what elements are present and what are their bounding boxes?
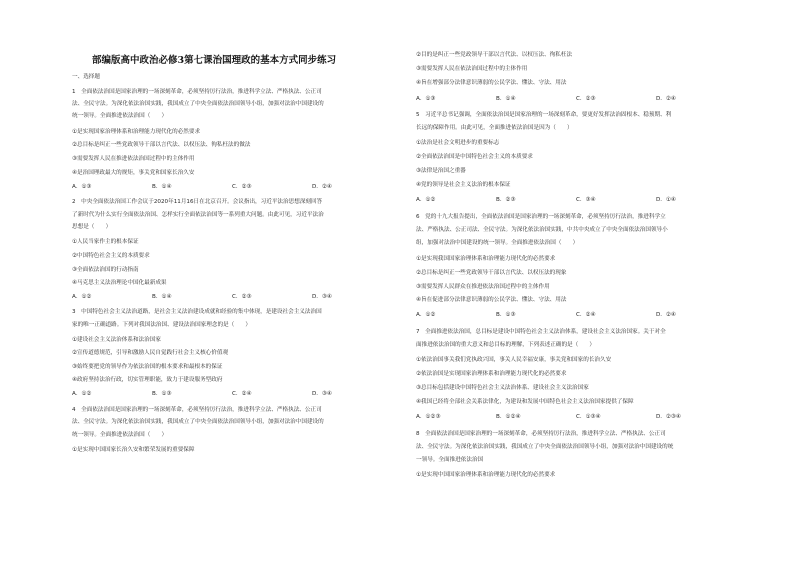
q4-stem-line: 法、全民守法。为深化依法治国实践，我国成立了中央全面依法治国领导小组，加强对法治中国建设的 <box>72 419 324 425</box>
q4-item: ③需要发挥人民在依法治国过程中的主体作用 <box>416 66 528 72</box>
q7-item: ①依法治国事关我们党执政兴国，事关人民幸福安康，事关党和国家的长治久安 <box>416 357 612 363</box>
q3-options <box>72 391 390 398</box>
option-a: A．①③ <box>416 96 436 102</box>
option-a: A．①② <box>72 391 92 397</box>
q2-options <box>72 294 390 301</box>
q5-options <box>416 197 734 204</box>
option-d: D．③④ <box>312 391 332 397</box>
option-d: D．②④ <box>656 96 676 102</box>
q2-item: ①人民当家作主的根本保证 <box>72 239 139 245</box>
q7-stem-line: 面推进依法治国的重大意义和总目标的理解，下列表述正确的是（ ） <box>416 342 596 348</box>
q4-item: ④旨在增强部分法律意识薄弱的公民学法、懂法、守法、用法 <box>416 80 567 86</box>
option-b: B．①④ <box>152 184 172 190</box>
q1-item: ③需要发挥人民在推进依法治国过程中的主体作用 <box>72 156 195 162</box>
q5-stem-line: 长远的保障作用。由此可见，全面推进依法治国是因为（ ） <box>416 125 573 131</box>
q7-options <box>416 414 734 421</box>
q4-item: ①是实现中国国家长治久安和繁荣发展的重要保障 <box>72 447 195 453</box>
q4-stem-line: 4 全面依法治国是国家治理的一场深刻革命，必须坚持厉行法治，推进科学立法、严格执法、公正司 <box>72 407 322 413</box>
q5-item: ②全面依法治国是中国特色社会主义的本质要求 <box>416 154 533 160</box>
option-c: C．③④ <box>576 197 596 203</box>
q4-item: ②目的是纠正一些党政领导干部以言代法、以权压法、徇私枉法 <box>416 52 573 58</box>
option-c: C．①③④ <box>576 414 601 420</box>
q5-stem-line: 5 习近平总书记强调，全面依法治国是国家治理的一场深刻革命，要更好发挥法治固根本、稳预期、利 <box>416 112 672 118</box>
section-heading: 一、选择题 <box>72 74 100 80</box>
q1-stem-line: 统一领导。全面推进依法治国（ ） <box>72 113 168 119</box>
option-a: A．①② <box>416 197 436 203</box>
q8-stem-line: 8 全面依法治国是国家治理的一场深刻革命，必须坚持厉行法治，推进科学立法、严格执法、公正司 <box>416 431 666 437</box>
option-a: A．①②③ <box>416 414 441 420</box>
q7-item: ③总目标包括建设中国特色社会主义法治体系、建设社会主义法治国家 <box>416 385 589 391</box>
option-c: C．②④ <box>232 391 252 397</box>
q1-options <box>72 184 390 191</box>
q5-item: ④党的领导是社会主义法治的根本保证 <box>416 182 511 188</box>
option-c: C．②③ <box>576 96 596 102</box>
q8-stem-line: 一领导。全面推进依法治国 <box>416 457 484 463</box>
q6-stem-line: 6 党的十九大报告提出，全面依法治国是国家治理的一场深刻革命，必须坚持厉行法治，推进科学立 <box>416 214 666 220</box>
option-b: B．①③ <box>152 391 172 397</box>
q3-item: ③始终要把党的领导作为依法治国的根本要求和最根本的保证 <box>72 364 223 370</box>
q2-stem-line: 2 中央全面依法治国工作会议于2020年11月16日在北京召开。会议指出，习近平法治思想深刻回答 <box>72 199 323 205</box>
option-d: D．②④ <box>312 184 332 190</box>
option-b: B．①②④ <box>496 414 521 420</box>
q3-item: ④政府坚持法治行政，切实管理职能，致力于建设服务型政府 <box>72 377 223 383</box>
q6-stem-line: 组，加强对法治中国建设的统一领导。全面推进依法治国（ ） <box>416 240 579 246</box>
option-d: D．②③④ <box>656 414 681 420</box>
q6-stem-line: 法、严格执法、公正司法、全民守法。为深化依法治国实践，中共中央成立了中央全面依法治国领导小 <box>416 227 668 233</box>
q3-item: ②宣传道德规范，引导和激励人民自觉践行社会主义核心价值观 <box>72 350 229 356</box>
option-a: A．①② <box>416 312 436 318</box>
q6-item: ④旨在促进部分法律意识薄弱的公民学法、懂法、守法、用法 <box>416 297 567 303</box>
option-a: A．①③ <box>72 184 92 190</box>
q1-item: ①是实现国家治理体系和治理能力现代化的必然要求 <box>72 129 201 135</box>
option-b: B．①④ <box>496 96 516 102</box>
q6-item: ②总目标是纠正一些党政领导干部以言代法、以权压法的现象 <box>416 270 567 276</box>
option-c: C．②③ <box>232 294 252 300</box>
q1-stem-line: 法、全民守法。为深化依法治国实践，我国成立了中央全面依法治国领导小组，加强对法治中国建设的 <box>72 101 324 107</box>
q4-stem-line: 统一领导。全面推进依法治国（ ） <box>72 432 168 438</box>
q4-options <box>416 96 734 103</box>
option-d: D．②④ <box>656 312 676 318</box>
q8-item: ①是实现中国国家治理体系和治理能力现代化的必然要求 <box>416 472 556 478</box>
q7-item: ②依法治国是实现国家治理体系和治理能力现代化的必然要求 <box>416 371 567 377</box>
option-c: C．②③ <box>232 184 252 190</box>
q2-item: ②中国特色社会主义的本质要求 <box>72 253 150 259</box>
q7-stem-line: 7 全面推进依法治国，总目标是建设中国特色社会主义法治体系，建设社会主义法治国家。关于对全 <box>416 329 666 335</box>
q3-item: ①建设社会主义法治体系和法治国家 <box>72 337 161 343</box>
q6-item: ①是实现我国国家治理体系和治理能力现代化的必然要求 <box>416 256 556 262</box>
option-d: D．③④ <box>312 294 332 300</box>
q1-stem-line: 1 全面依法治国是国家治理的一场深刻革命，必须坚持厉行法治，推进科学立法、严格执法、公正司 <box>72 89 322 95</box>
q2-stem-line: 了新时代为什么实行全面依法治国、怎样实行全面依法治国等一系列重大问题。由此可见，习近平法治 <box>72 212 324 218</box>
page-title: 部编版高中政治必修3第七课治国理政的基本方式同步练习 <box>92 55 337 66</box>
q6-options <box>416 312 734 319</box>
q1-item: ④是治国理政最大的规矩，事关党和国家长治久安 <box>72 170 195 176</box>
q1-item: ②总目标是纠正一些党政领导干部以言代法、以权压法、徇私枉法的做法 <box>72 142 251 148</box>
q6-item: ③需要发挥人民群众在推进依法治国过程中的主体作用 <box>416 284 550 290</box>
option-c: C．②④ <box>576 312 596 318</box>
option-a: A．①② <box>72 294 92 300</box>
q2-item: ④马克思主义法治理论中国化最新成果 <box>72 280 167 286</box>
q5-item: ①法治是社会文明进步的重要标志 <box>416 140 500 146</box>
option-b: B．①③ <box>496 312 516 318</box>
option-b: B．①④ <box>152 294 172 300</box>
option-b: B．②③ <box>496 197 516 203</box>
q7-item: ④我国已经将全部社会关系法律化，为建设和发展中国特色社会主义法治国家提供了保障 <box>416 399 634 405</box>
q2-stem-line: 思想是（ ） <box>72 224 112 230</box>
q2-item: ③全面依法治国的行动指南 <box>72 267 139 273</box>
q8-stem-line: 法、全民守法。为深化依法治国实践，我国成立了中央全面依法治国领导小组，加强对法治中国建设的统 <box>416 444 674 450</box>
q5-item: ③法律是治国之重器 <box>416 168 466 174</box>
q3-stem-line: 家的唯一正确道路。下列对我国法治国、建设法治国家理念的是（ ） <box>72 322 252 328</box>
q3-stem-line: 3 中国特色社会主义法治道路，是社会主义法治建设成就和经验的集中体现，是建设社会主义法治国 <box>72 309 322 315</box>
option-d: D．①④ <box>656 197 676 203</box>
